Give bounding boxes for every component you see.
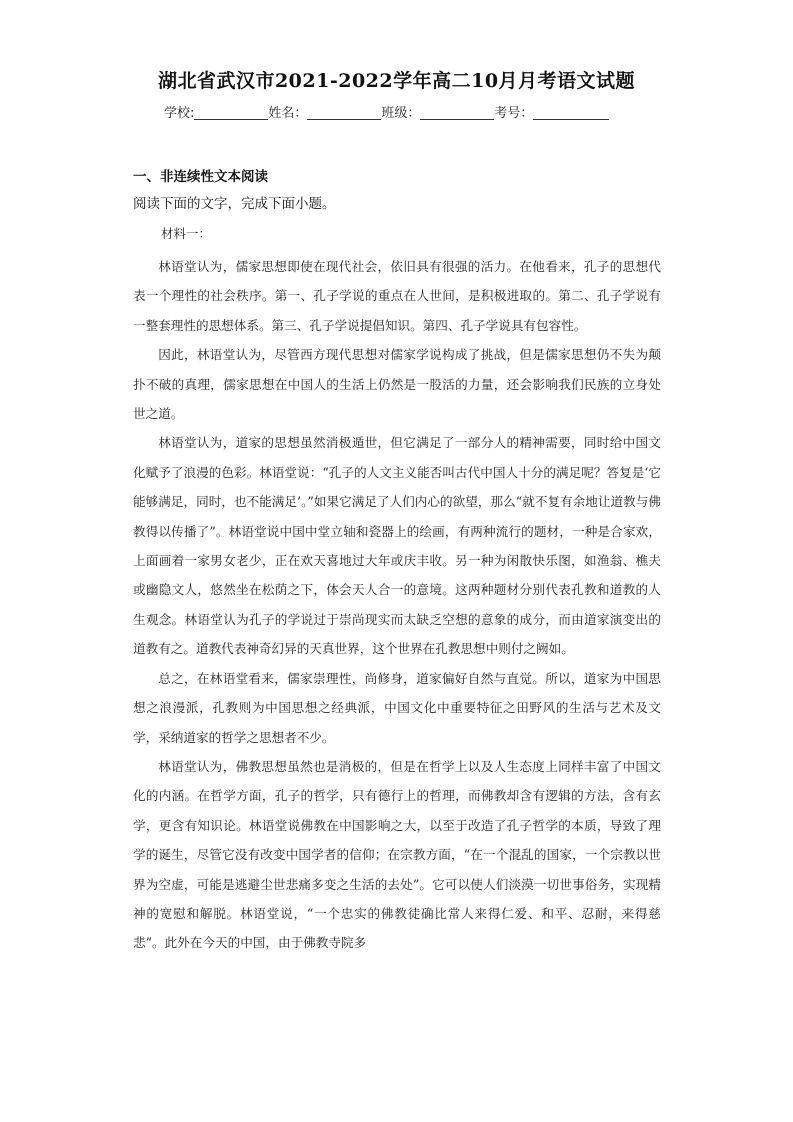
paragraph: 林语堂认为，道家的思想虽然消极遁世，但它满足了一部分人的精神需要，同时给中国文化赋予了浪漫的色彩。林语堂说：“孔子的人文主义能否叫古代中国人十分的满足呢？答复是‘它能够满足，同时，也不能满足’。”如果它满足了人们内心的欲望，那么“就不复有余地让道教与佛教得以传播了”。林语堂说中国中堂立轴和瓷器上的绘画，有两种流行的题材，一种是合家欢，上面画着一家男女老少，正在欢天喜地过大年或庆丰收。另一种为闲散快乐图，如渔翁、樵夫或幽隐文人，悠然坐在松荫之下，体会天人合一的意境。这两种题材分别代表孔教和道教的人生观念。林语堂认为孔子的学说过于崇尚现实而太缺乏空想的意象的成分，而由道家演变出的道教有之。道教代表神奇幻异的天真世界，这个世界在孔教思想中则付之阙如。 [133, 435, 661, 657]
school-label: 学校: [164, 106, 195, 121]
paragraph: 总之，在林语堂看来，儒家崇理性，尚修身，道家偏好自然与直觉。所以，道家为中国思想之浪漫派，孔教则为中国思想之经典派，中国文化中重要特征之田野风的生活与艺术及文学，采纳道家的哲学之思想者不少。 [133, 670, 661, 745]
instruction-text: 阅读下面的文字，完成下面小题。 [133, 196, 336, 212]
paragraph: 因此，林语堂认为，尽管西方现代思想对儒家学说构成了挑战，但是儒家思想仍不失为颠扑不破的真理，儒家思想在中国人的生活上仍然是一股活的力量，还会影响我们民族的立身处世之道。 [133, 347, 661, 422]
class-label: 班级： [381, 106, 421, 121]
school-blank[interactable] [194, 105, 268, 120]
student-info-line [164, 102, 644, 121]
paragraph: 林语堂认为，儒家思想即使在现代社会，依旧具有很强的活力。在他看来，孔子的思想代表一个理性的社会秩序。第一、孔子学说的重点在人世间，是积极进取的。第二、孔子学说有一整套理性的思想体系。第三、孔子学说提倡知识。第四、孔子学说具有包容性。 [133, 259, 661, 333]
paragraph: 林语堂认为，佛教思想虽然也是消极的，但是在哲学上以及人生态度上同样丰富了中国文化的内涵。在哲学方面，孔子的哲学，只有德行上的哲理，而佛教却含有逻辑的方法，含有玄学，更含有知识论。林语堂说佛教在中国影响之大，以至于改造了孔子哲学的本质，导致了理学的诞生，尽管它没有改变中国学者的信仰；在宗教方面，“在一个混乱的国家，一个宗教以世界为空虚，可能是逃避尘世悲痛多变之生活的去处”。它可以使人们淡漠一切世事俗务，实现精神的宽慰和解脱。林语堂说，“一个忠实的佛教徒确比常人来得仁爱、和平、忍耐，来得慈悲”。此外在今天的中国，由于佛教寺院多 [133, 758, 661, 951]
class-blank[interactable] [420, 105, 494, 120]
name-label: 姓名： [268, 106, 308, 121]
name-blank[interactable] [307, 105, 381, 120]
material-body [133, 252, 661, 958]
exam-no-label: 考号： [494, 106, 534, 121]
exam-title: 湖北省武汉市2021-2022学年高二10月月考语文试题 [157, 70, 636, 92]
exam-no-blank[interactable] [533, 105, 609, 120]
section-heading: 一、非连续性文本阅读 [133, 169, 268, 185]
material-label: 材料一： [161, 226, 212, 241]
